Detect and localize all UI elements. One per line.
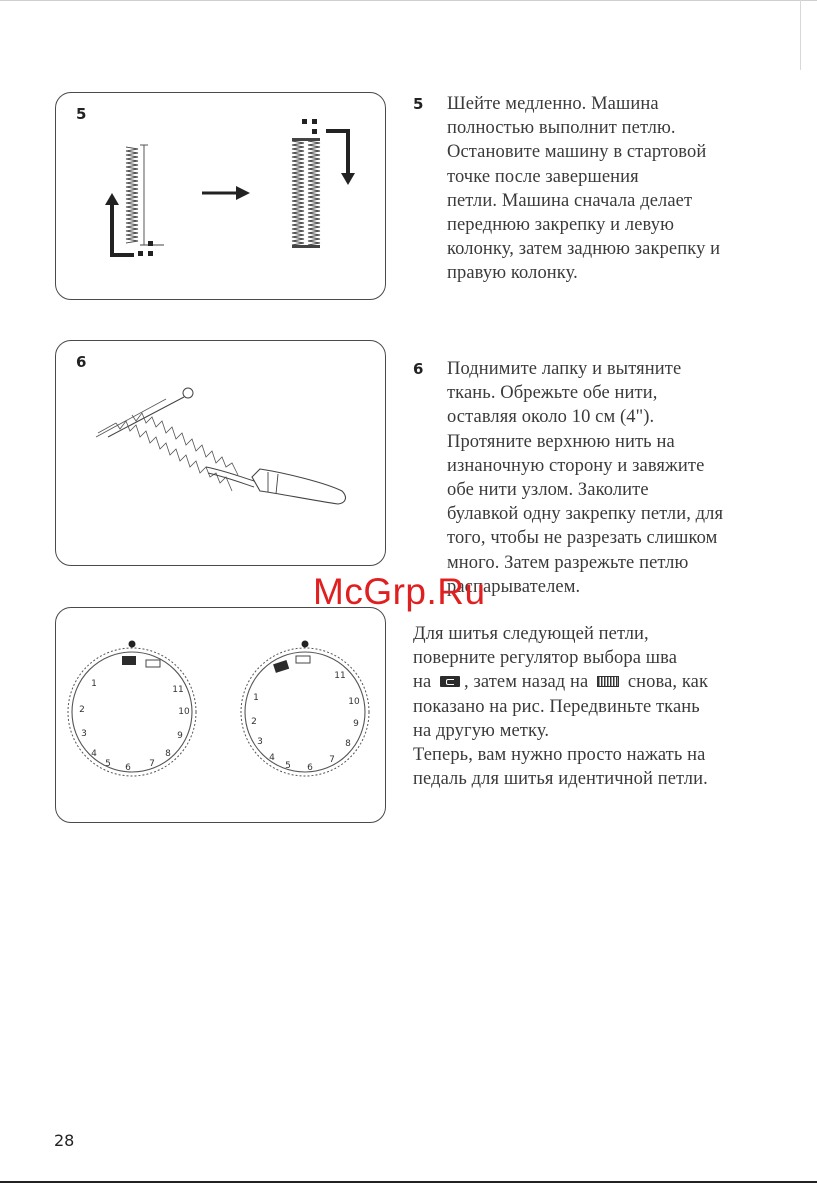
svg-text:5: 5 [105, 759, 111, 769]
text-fragment: снова, как [627, 672, 709, 693]
svg-text:11: 11 [334, 671, 346, 681]
text-fragment: , затем назад на [464, 672, 589, 693]
text-line: того, чтобы не разрезать слишком [447, 528, 718, 549]
text-line: Протяните верхнюю нить на [447, 431, 675, 452]
svg-text:5: 5 [285, 761, 291, 771]
seam-ripper-illustration [56, 341, 386, 566]
svg-text:11: 11 [172, 685, 184, 695]
svg-text:8: 8 [345, 739, 351, 749]
step-5-text [447, 92, 720, 286]
text-line: правую колонку. [447, 263, 578, 284]
buttonhole-sewing-illustration [56, 93, 386, 300]
stitch-selector-dials [56, 608, 386, 823]
text-line: точке после завершения [447, 166, 639, 187]
panel-number: 5 [76, 105, 87, 123]
step-number: 6 [413, 360, 424, 378]
svg-text:3: 3 [257, 737, 263, 747]
svg-text:1: 1 [253, 693, 259, 703]
text-line: полностью выполнит петлю. [447, 118, 676, 139]
svg-text:2: 2 [79, 705, 85, 715]
next-buttonhole-text [413, 622, 708, 791]
text-line: изнаночную сторону и завяжите [447, 455, 705, 476]
text-line: распарывателем. [447, 576, 581, 597]
text-line: обе нити узлом. Заколите [447, 479, 649, 500]
text-line: Теперь, вам нужно просто нажать на [413, 744, 706, 765]
figure-panel-6 [55, 340, 386, 566]
svg-text:9: 9 [353, 719, 359, 729]
text-line: педаль для шитья идентичной петли. [413, 769, 708, 790]
page-number: 28 [54, 1131, 75, 1150]
text-line: Остановите машину в стартовой [447, 142, 707, 163]
watermark: McGrp.Ru [313, 571, 486, 612]
svg-text:9: 9 [177, 731, 183, 741]
svg-text:4: 4 [269, 753, 275, 763]
text-line: показано на рис. Передвиньте ткань [413, 696, 700, 717]
svg-text:10: 10 [348, 697, 360, 707]
text-line: Поднимите лапку и вытяните [447, 359, 682, 379]
text-line: оставляя около 10 см (4"). [447, 407, 655, 428]
svg-text:8: 8 [165, 749, 171, 759]
text-line: поверните регулятор выбора шва [413, 648, 678, 669]
text-line: переднюю закрепку и левую [447, 214, 675, 235]
page-top-edge [0, 0, 817, 1]
text-line: на другую метку. [413, 720, 550, 741]
figure-panel-dials [55, 607, 386, 823]
text-line: Шейте медленно. Машина [447, 94, 659, 114]
text-line: колонку, затем заднюю закрепку и [447, 239, 721, 260]
svg-text:6: 6 [307, 763, 313, 773]
buttonhole-bar-icon [597, 676, 619, 687]
buttonhole-dark-icon [440, 676, 460, 687]
svg-text:2: 2 [251, 717, 257, 727]
page-right-mark [800, 0, 801, 70]
step-6-text [447, 357, 723, 599]
svg-text:3: 3 [81, 729, 87, 739]
svg-text:6: 6 [125, 763, 131, 773]
text-line: ткань. Обрежьте обе нити, [447, 383, 658, 404]
text-fragment: на [413, 672, 432, 693]
text-line: много. Затем разрежьте петлю [447, 552, 689, 573]
text-line [413, 670, 708, 694]
figure-panel-5 [55, 92, 386, 300]
svg-text:7: 7 [329, 755, 335, 765]
svg-text:1: 1 [91, 679, 97, 689]
svg-text:7: 7 [149, 759, 155, 769]
panel-number: 6 [76, 353, 87, 371]
step-number: 5 [413, 95, 424, 113]
text-line: петли. Машина сначала делает [447, 190, 693, 211]
text-line: булавкой одну закрепку петли, для [447, 504, 724, 525]
svg-text:4: 4 [91, 749, 97, 759]
text-line: Для шитья следующей петли, [413, 624, 649, 644]
svg-text:10: 10 [178, 707, 190, 717]
